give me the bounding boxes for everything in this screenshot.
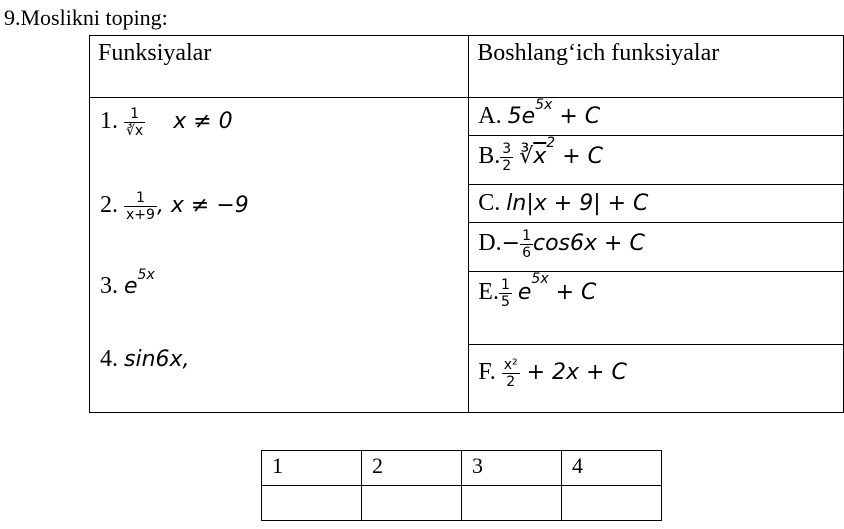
answer-A: A. $5e^{5x} + C$	[469, 98, 844, 136]
header-functions: Funksiyalar	[90, 36, 469, 98]
answer-D: D.− $\frac{1}{6}$ cos6x + C	[469, 223, 844, 272]
answer-header-1: 1	[262, 451, 362, 486]
answer-cell-2[interactable]	[362, 486, 462, 521]
function-1: 1. $\frac{1}{∛x}$ x ≠ 0	[100, 106, 233, 139]
function-3: 3. $e^{5x}$	[100, 267, 155, 299]
answer-cell-4[interactable]	[562, 486, 662, 521]
function-2: 2. $\frac{1}{x+9}$ , x ≠ −9	[100, 190, 249, 223]
answer-header-2: 2	[362, 451, 462, 486]
answer-table	[261, 450, 662, 521]
matching-table	[89, 35, 844, 413]
answer-C: C. ln|x + 9| + C	[469, 185, 844, 223]
header-antiderivatives: Boshlang‘ich funksiyalar	[469, 36, 844, 98]
answer-F: F. $\frac{\text{x²}}{2}$ + 2x + C	[469, 345, 844, 413]
answer-E: E. $\frac{1}{5}$ $e^{5x} + C$	[469, 272, 844, 345]
answer-header-4: 4	[562, 451, 662, 486]
functions-cell	[90, 98, 469, 413]
answer-cell-1[interactable]	[262, 486, 362, 521]
answer-header-3: 3	[462, 451, 562, 486]
question-title: 9.Moslikni toping:	[4, 5, 168, 30]
function-4: 4. sin6x,	[100, 346, 190, 372]
answer-cell-3[interactable]	[462, 486, 562, 521]
answer-B: B. $\frac{3}{2}$ $∛\overline{x}^2 + C$	[469, 136, 844, 185]
